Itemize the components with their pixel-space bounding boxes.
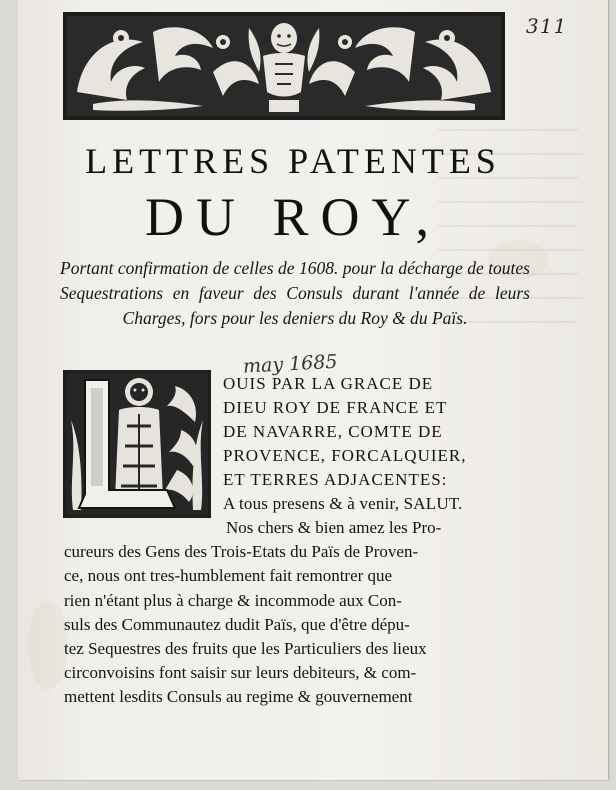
intro-line: OUIS PAR LA GRACE DE (223, 374, 434, 393)
body-text (64, 516, 524, 710)
handwritten-date-note: may 1685 (242, 350, 339, 378)
opening-paragraph (223, 372, 523, 516)
body-line: suls des Communautez dudit Païs, que d'être dépu- (64, 614, 410, 634)
intro-line: A tous presens & à venir, SALUT. (223, 494, 463, 513)
intro-line: PROVENCE, FORCALQUIER, (223, 446, 467, 465)
title-line-2: DU ROY, (144, 187, 442, 247)
body-line: cureurs des Gens des Trois-Etats du Païs de Proven- (64, 542, 419, 562)
body-line: circonvoisins font saisir sur leurs debiteurs, & com- (64, 663, 417, 683)
intro-line: ET TERRES ADJACENTES: (223, 470, 448, 489)
intro-line: DIEU ROY DE FRANCE ET (223, 398, 448, 417)
intro-line: DE NAVARRE, COMTE DE (223, 422, 443, 441)
body-line: mettent lesdits Consuls au regime & gouvernement (64, 687, 413, 707)
ornamental-headpiece (63, 12, 505, 120)
body-line: rien n'étant plus à charge & incommode aux Con- (64, 590, 402, 610)
document-page (18, 0, 608, 780)
body-line: ce, nous ont tres-humblement fait remontrer que (64, 566, 393, 586)
body-line: tez Sequestres des fruits que les Particuliers des lieux (64, 639, 427, 659)
title-line-1: LETTRES PATENTES (85, 141, 501, 181)
subtitle: Portant confirmation de celles de 1608. pour la décharge de toutes Sequestrations en faveur des Consuls durant l'année de leurs Charges, fors pour les deniers du Roy & du Païs. (60, 258, 530, 328)
folio-number: 311 (526, 14, 568, 38)
body-line: Nos chers & bien amez les Pro- (226, 518, 442, 537)
decorated-initial-l (63, 370, 211, 518)
